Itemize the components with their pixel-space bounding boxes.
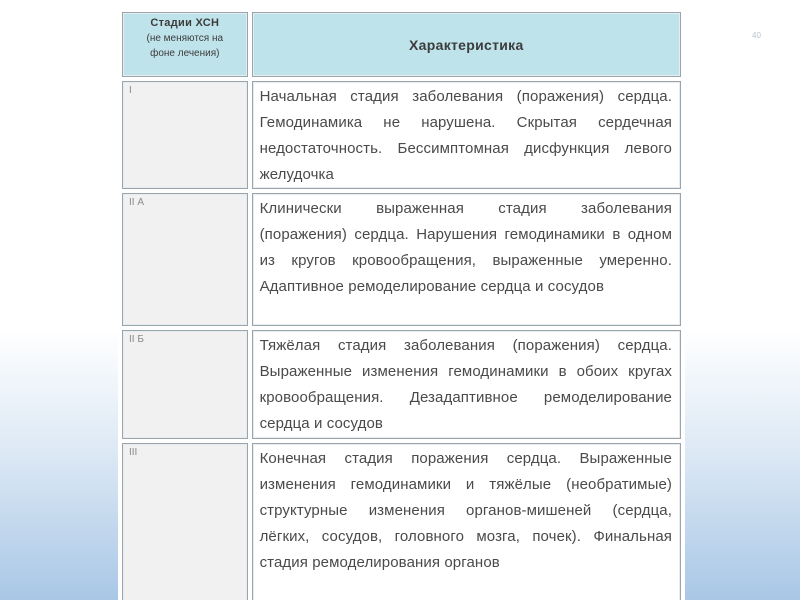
header-stage-note-line2: фоне лечения)	[150, 48, 220, 59]
table-row	[122, 193, 681, 326]
description-cell: Конечная стадия поражения сердца. Выраженные изменения гемодинамики и тяжёлые (необратимые) структурные изменения органов-мишеней (сердца, лёгких, сосудов, головного мозга, почек). Финальная стадия ремоделирования органов	[252, 443, 681, 600]
stage-cell: II А	[122, 193, 248, 326]
chf-stages-table-frame	[118, 8, 685, 600]
table-row	[122, 81, 681, 189]
header-stage-title: Стадии ХСН	[150, 17, 220, 29]
slide-number: 40	[752, 31, 761, 40]
description-cell: Начальная стадия заболевания (поражения) сердца. Гемодинамика не нарушена. Скрытая сердечная недостаточность. Бессимптомная дисфункция левого желудочка	[252, 81, 681, 189]
header-stage-note-line1: (не меняются на	[146, 33, 224, 44]
header-stage	[122, 12, 248, 77]
table-row	[122, 443, 681, 600]
table-header-row	[122, 12, 681, 77]
chf-stages-table	[118, 8, 685, 600]
stage-cell: I	[122, 81, 248, 189]
stage-cell: III	[122, 443, 248, 600]
description-cell: Клинически выраженная стадия заболевания (поражения) сердца. Нарушения гемодинамики в одном из кругов кровообращения, выраженные умеренно. Адаптивное ремоделирование сердца и сосудов	[252, 193, 681, 326]
header-characteristic: Характеристика	[252, 12, 681, 77]
description-cell: Тяжёлая стадия заболевания (поражения) сердца. Выраженные изменения гемодинамики в обоих кругах кровообращения. Дезадаптивное ремоделирование сердца и сосудов	[252, 330, 681, 439]
table-row	[122, 330, 681, 439]
stage-cell: II Б	[122, 330, 248, 439]
